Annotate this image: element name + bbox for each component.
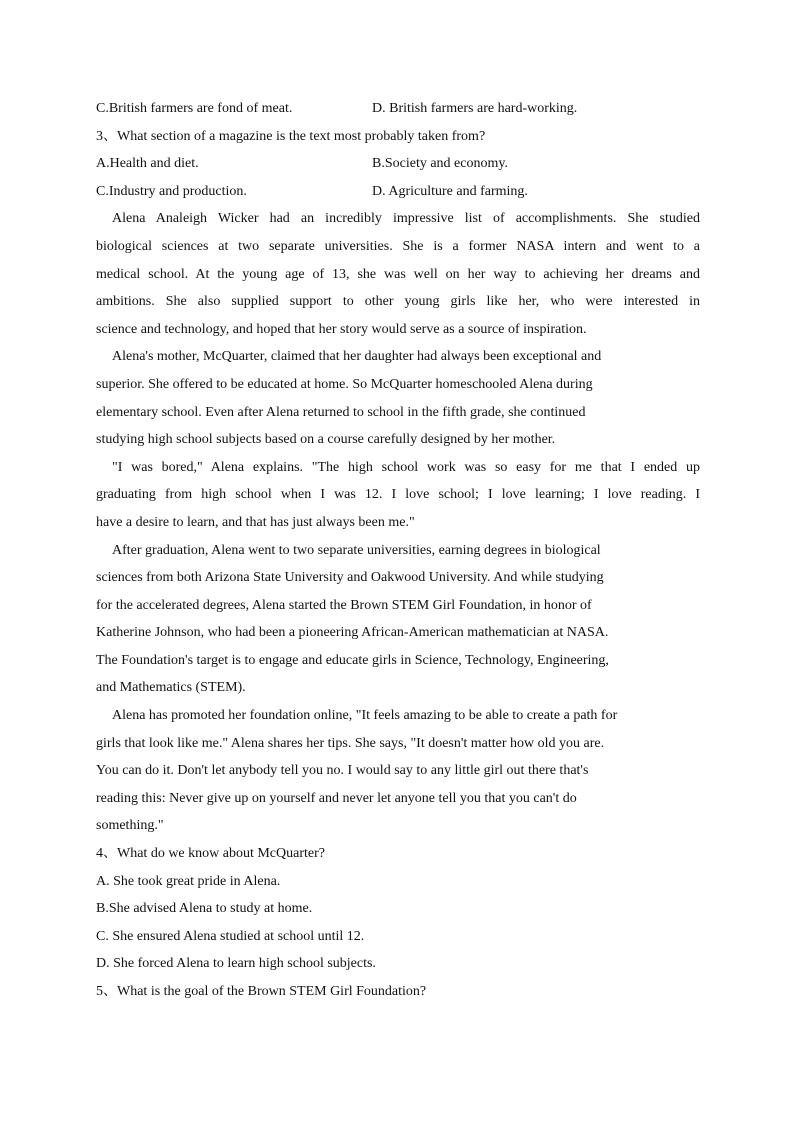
passage-line: studying high school subjects based on a course carefully designed by her mother. <box>96 432 556 448</box>
passage-line: reading this: Never give up on yourself and never let anyone tell you that you can't do <box>96 790 577 806</box>
passage-line: The Foundation's target is to engage and educate girls in Science, Technology, Engineering, <box>96 652 609 668</box>
passage-line: science and technology, and hoped that her story would serve as a source of inspiration. <box>96 321 587 337</box>
passage-paragraph-2 <box>96 343 700 453</box>
exam-page <box>96 95 700 1006</box>
passage-line: superior. She offered to be educated at home. So McQuarter homeschooled Alena during <box>96 376 593 392</box>
passage-paragraph-5 <box>96 702 700 840</box>
q3-option-b: B.Society and economy. <box>372 156 508 172</box>
passage-line: elementary school. Even after Alena returned to school in the fifth grade, she continued <box>96 404 586 420</box>
q3-option-c: C.Industry and production. <box>96 183 247 199</box>
passage-line: Alena Analeigh Wicker had an incredibly impressive list of accomplishments. She studied <box>112 211 700 227</box>
passage-line: Alena has promoted her foundation online, "It feels amazing to be able to create a path for <box>112 708 618 724</box>
passage-line: sciences from both Arizona State University and Oakwood University. And while studying <box>96 570 604 586</box>
q2-options-cd <box>96 95 700 123</box>
passage-line: for the accelerated degrees, Alena started the Brown STEM Girl Foundation, in honor of <box>96 597 592 613</box>
q4-option-a: A. She took great pride in Alena. <box>96 873 281 889</box>
passage-line: and Mathematics (STEM). <box>96 680 246 696</box>
passage-paragraph-4 <box>96 537 700 703</box>
q5-question: 5、What is the goal of the Brown STEM Girl Foundation? <box>96 984 427 999</box>
passage-line: After graduation, Alena went to two separate universities, earning degrees in biological <box>112 542 601 558</box>
q4-option-b: B.She advised Alena to study at home. <box>96 901 313 917</box>
q4-question: 4、What do we know about McQuarter? <box>96 846 325 862</box>
passage-paragraph-3 <box>96 454 700 537</box>
q3-option-a: A.Health and diet. <box>96 156 199 172</box>
passage-line: You can do it. Don't let anybody tell you no. I would say to any little girl out there that's <box>96 763 589 779</box>
passage-line: biological sciences at two separate universities. She is a former NASA intern and went to a <box>96 238 700 254</box>
q2-option-d: D. British farmers are hard-working. <box>372 101 578 116</box>
passage-line: "I was bored," Alena explains. "The high school work was so easy for me that I ended up <box>112 459 700 475</box>
q4-option-d: D. She forced Alena to learn high school subjects. <box>96 956 376 972</box>
q3-options-cd <box>96 178 700 206</box>
q3-options-ab <box>96 150 700 178</box>
passage-line: graduating from high school when I was 12. I love school; I love learning; I love reading. I <box>96 487 700 503</box>
q2-option-c: C.British farmers are fond of meat. <box>96 101 293 116</box>
q3-question: 3、What section of a magazine is the text most probably taken from? <box>96 128 486 144</box>
passage-line: something." <box>96 818 164 834</box>
q3-option-d: D. Agriculture and farming. <box>372 183 528 199</box>
q4-option-c: C. She ensured Alena studied at school until 12. <box>96 928 365 944</box>
passage-paragraph-1 <box>96 205 700 343</box>
passage-line: medical school. At the young age of 13, she was well on her way to achieving her dreams and <box>96 266 700 282</box>
passage-line: ambitions. She also supplied support to other young girls like her, who were interested in <box>96 294 700 310</box>
passage-line: Alena's mother, McQuarter, claimed that her daughter had always been exceptional and <box>112 349 602 365</box>
passage-line: Katherine Johnson, who had been a pioneering African-American mathematician at NASA. <box>96 625 609 641</box>
passage-line: girls that look like me." Alena shares her tips. She says, "It doesn't matter how old you are. <box>96 735 605 751</box>
passage-line: have a desire to learn, and that has just always been me." <box>96 514 415 530</box>
